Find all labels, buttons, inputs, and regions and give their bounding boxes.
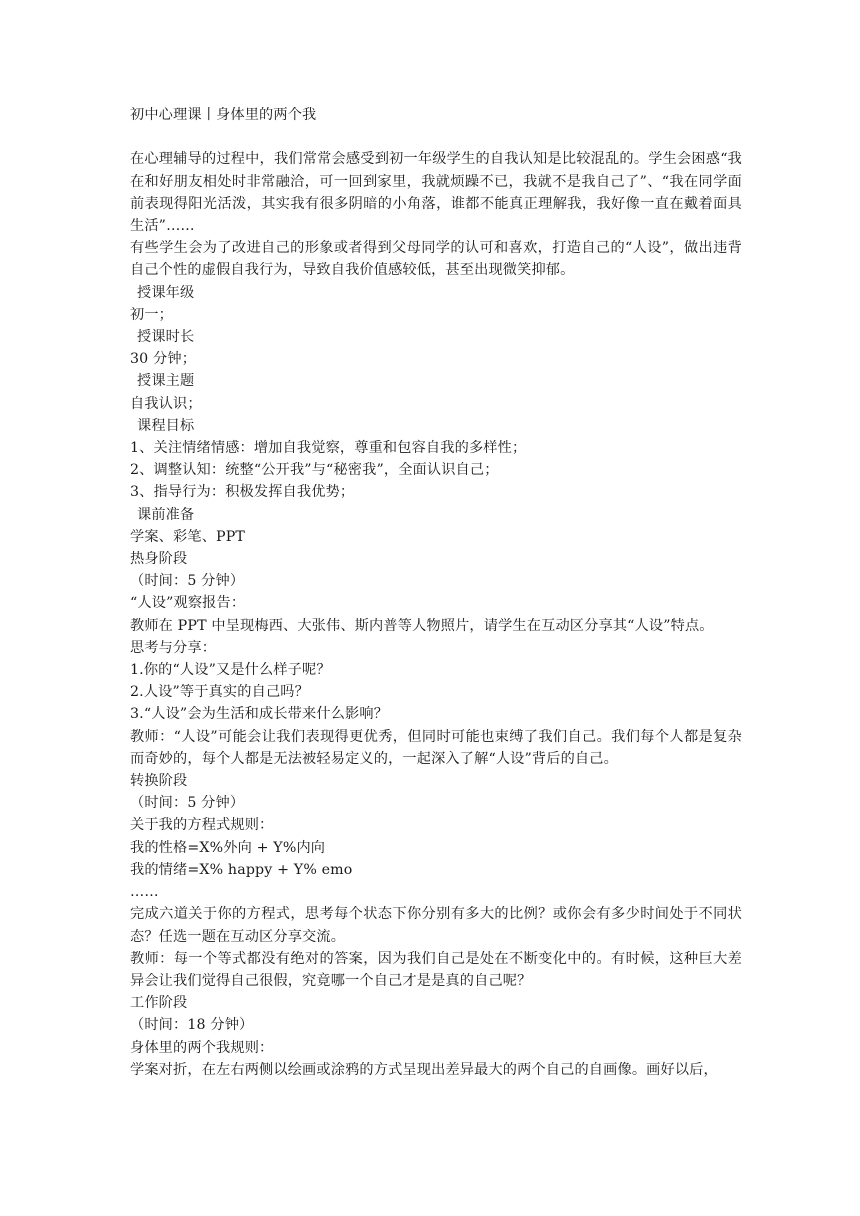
question-item: 3.“人设”会为生活和成长带来什么影响？ (130, 706, 389, 723)
grade-value: 初一； (130, 306, 174, 323)
section-heading-preparation: 课前准备 (137, 506, 195, 523)
stage-heading-warmup: 热身阶段 (130, 551, 188, 568)
question-item: 2.人设”等于真实的自己吗？ (130, 684, 309, 701)
section-heading-topic: 授课主题 (137, 373, 195, 390)
formula-line: 我的情绪=X% happy + Y% emo (130, 861, 353, 878)
section-heading-grade: 授课年级 (137, 284, 195, 301)
document-title: 初中心理课丨身体里的两个我 (130, 107, 317, 123)
duration-value: 30 分钟； (130, 351, 197, 368)
body-paragraph: 完成六道关于你的方程式，思考每个状态下你分别有多大的比例？或你会有多少时间处于不同状态？任选一题在互动区分享交流。 (130, 906, 742, 945)
goal-item: 3、指导行为：积极发挥自我优势； (130, 484, 355, 501)
body-paragraph: 教师在 PPT 中呈现梅西、大张伟、斯内普等人物照片，请学生在互动区分享其“人设”特点。 (130, 617, 714, 634)
intro-paragraph: 在心理辅导的过程中，我们常常会感受到初一年级学生的自我认知是比较混乱的。学生会困惑“我在和好朋友相处时非常融洽，可一回到家里，我就烦躁不已，我就不是我自己了”、“我在同学面前表现得阳光活泼，其实我有很多阴暗的小角落，谁都不能真正理解我，我好像一直在戴着面具生活”…… (130, 151, 742, 234)
intro-paragraph: 有些学生会为了改进自己的形象或者得到父母同学的认可和喜欢，打造自己的“人设”，做出违背自己个性的虚假自我行为，导致自我价值感较低，甚至出现微笑抑郁。 (130, 240, 742, 279)
preparation-value: 学案、彩笔、PPT (130, 528, 246, 545)
body-paragraph: 教师：每一个等式都没有绝对的答案，因为我们自己是处在不断变化中的。有时候，这种巨大差异会让我们觉得自己很假，究竟哪一个自己才是是真的自己呢？ (130, 950, 742, 989)
stage-time: （时间：5 分钟） (130, 573, 245, 590)
body-paragraph: 教师：“人设”可能会让我们表现得更优秀，但同时可能也束缚了我们自己。我们每个人都是复杂而奇妙的，每个人都是无法被轻易定义的，一起深入了解“人设”背后的自己。 (130, 728, 742, 767)
body-paragraph: 思考与分享： (130, 639, 217, 656)
stage-time: （时间：18 分钟） (130, 1017, 254, 1034)
section-heading-duration: 授课时长 (137, 329, 195, 346)
question-item: 1.你的“人设”又是什么样子呢？ (130, 662, 331, 679)
stage-time: （时间：5 分钟） (130, 795, 245, 812)
topic-value: 自我认识； (130, 395, 202, 412)
stage-heading-transition: 转换阶段 (130, 773, 188, 790)
blank-line (130, 126, 742, 148)
goal-item: 2、调整认知：统整“公开我”与“秘密我”，全面认识自己； (130, 462, 499, 479)
section-heading-goals: 课程目标 (137, 417, 195, 434)
activity-title: “人设”观察报告： (130, 595, 246, 612)
activity-title: 关于我的方程式规则： (130, 817, 274, 834)
stage-heading-work: 工作阶段 (130, 995, 188, 1012)
body-paragraph: 学案对折，在左右两侧以绘画或涂鸦的方式呈现出差异最大的两个自己的自画像。画好以后， (130, 1061, 718, 1078)
activity-title: 身体里的两个我规则： (130, 1039, 274, 1056)
formula-line: 我的性格=X%外向 + Y%内向 (130, 839, 326, 856)
document-body (130, 104, 742, 1081)
ellipsis-line: …… (130, 884, 159, 901)
goal-item: 1、关注情绪情感：增加自我觉察，尊重和包容自我的多样性； (130, 440, 527, 457)
